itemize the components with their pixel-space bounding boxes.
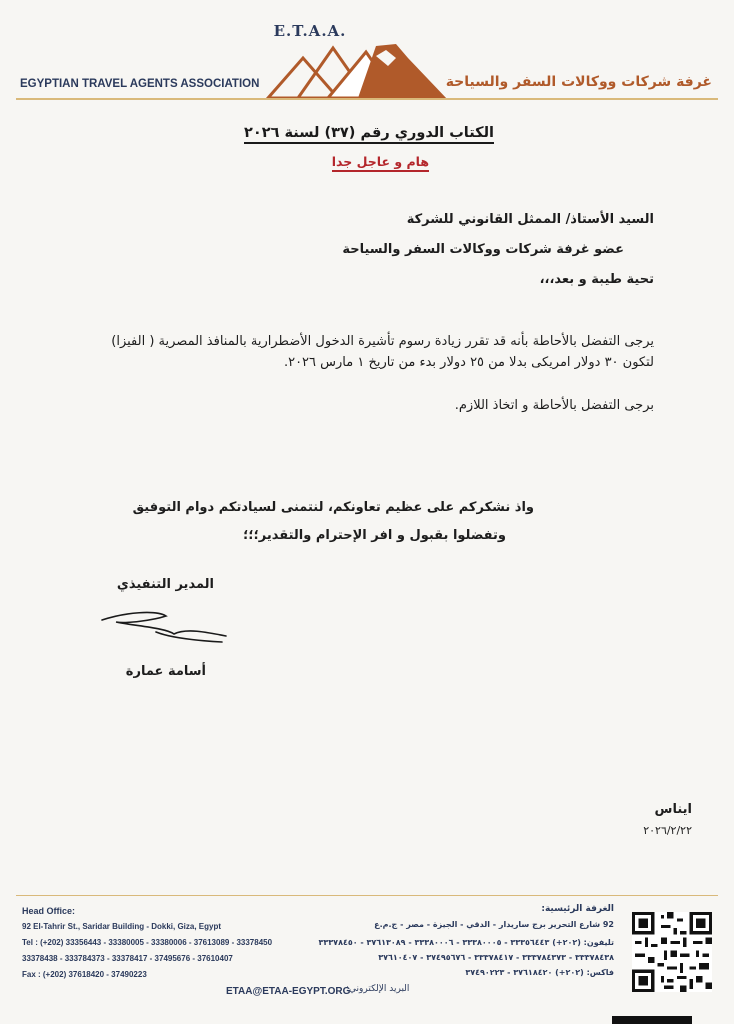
- body-paragraph-line-2: لتكون ٣٠ دولار امريكى بدلا من ٢٥ دولار بدء من تاريخ ١ مارس ٢٠٢٦.: [283, 355, 654, 370]
- signatory-title: المدير التنفيذي: [116, 577, 214, 592]
- closing-line-1: واذ نشكركم على عظيم تعاونكم، لنتمنى لسيادتكم دوام التوفيق: [132, 500, 534, 515]
- association-name-en: EGYPTIAN TRAVEL AGENTS ASSOCIATION: [20, 78, 260, 90]
- fax-en: Fax : (+202) 37618420 - 37490223: [22, 970, 147, 979]
- signatory-name: أسامة عمارة: [125, 664, 206, 679]
- urgency-label: هام و عاجل جدا: [332, 154, 429, 172]
- greeting: تحية طيبة و بعد،،،: [539, 272, 654, 287]
- header-divider: [16, 98, 718, 100]
- body-paragraph-2: برجى التفضل بالأحاطة و اتخاذ اللازم.: [454, 398, 654, 413]
- addressee-line-1: السيد الأستاذ/ الممثل القانوني للشركة: [406, 212, 654, 227]
- body-paragraph-line-1: يرجى التفضل بالأحاطة بأنه قد تقرر زيادة رسوم تأشيرة الدخول الأضطرارية بالمنافذ المصرية ( الفيزا): [111, 334, 654, 349]
- fax-ar: فاكس: (٢٠٢+) ٣٧٦١٨٤٢٠ - ٣٧٤٩٠٢٢٣: [465, 968, 614, 977]
- scan-artifact: [612, 1016, 692, 1024]
- head-office-label-ar: الغرفة الرئيسية:: [541, 904, 614, 914]
- association-name-ar: غرفة شركات ووكالات السفر والسياحة: [445, 74, 712, 90]
- tel-en-2: 33378438 - 333784373 - 33378417 - 37495676 - 37610407: [22, 954, 233, 963]
- closing-line-2: وتفضلوا بقبول و افر الإحترام والتقدير؛؛؛: [243, 528, 506, 543]
- email-link[interactable]: ETAA@ETAA-EGYPT.ORG: [226, 986, 351, 997]
- footer-divider: [16, 895, 718, 896]
- email-label-ar: البريد الإلكتروني:: [346, 984, 410, 994]
- tel-ar-1: تليفون: (٢٠٢+) ٣٣٣٥٦٤٤٣ - ٣٣٣٨٠٠٠٥ - ٣٣٣٨٠٠٠٦ - ٣٧٦١٣٠٨٩ - ٣٣٣٧٨٤٥٠: [318, 938, 614, 947]
- signature-icon: [96, 606, 236, 650]
- address-ar: 92 شارع التحرير برج ساريدار - الدقي - الجيزة - مصر - ج.م.ع: [374, 920, 614, 929]
- tel-ar-2: ٣٣٣٧٨٤٣٨ - ٣٣٣٧٨٤٣٧٣ - ٣٣٣٧٨٤١٧ - ٣٧٤٩٥٦٧٦ - ٣٧٦١٠٤٠٧: [378, 953, 614, 962]
- letter-date: ٢٠٢٦/٢/٢٢: [643, 824, 692, 837]
- head-office-label: Head Office:: [22, 906, 76, 916]
- etaa-acronym: E.T.A.A.: [273, 22, 347, 40]
- circular-title: الكتاب الدوري رقم (٣٧) لسنة ٢٠٢٦: [244, 125, 494, 144]
- address-en: 92 El-Tahrir St., Saridar Building - Dokki, Giza, Egypt: [22, 922, 221, 931]
- tel-en-1: Tel : (+202) 33356443 - 33380005 - 33380006 - 37613089 - 33378450: [22, 938, 273, 947]
- qr-code-icon: [632, 912, 712, 992]
- addressee-line-2: عضو غرفة شركات ووكالات السفر والسياحة: [342, 242, 624, 257]
- initials: ايناس: [654, 802, 692, 817]
